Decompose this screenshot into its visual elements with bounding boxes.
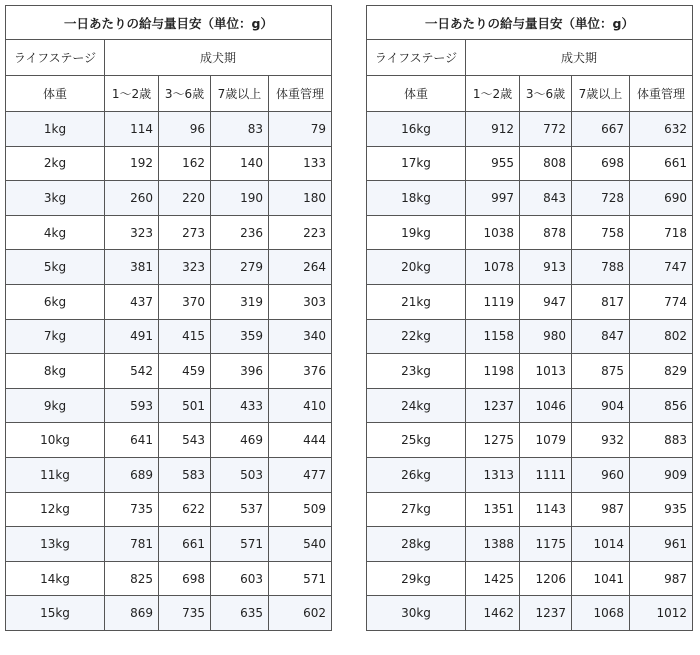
header-weight: 体重	[6, 76, 105, 112]
amount-cell: 856	[630, 388, 693, 423]
header-age-7-plus: 7歳以上	[572, 76, 630, 112]
table-row	[6, 112, 332, 147]
amount-cell: 878	[520, 215, 572, 250]
life-stage-label: ライフステージ	[367, 40, 466, 76]
amount-cell: 381	[105, 250, 159, 285]
amount-cell: 501	[159, 388, 211, 423]
amount-cell: 603	[211, 561, 269, 596]
amount-cell: 459	[159, 354, 211, 389]
amount-cell: 1158	[466, 319, 520, 354]
amount-cell: 376	[269, 354, 332, 389]
amount-cell: 735	[159, 596, 211, 631]
amount-cell: 264	[269, 250, 332, 285]
amount-cell: 1012	[630, 596, 693, 631]
amount-cell: 433	[211, 388, 269, 423]
amount-cell: 1119	[466, 284, 520, 319]
amount-cell: 1425	[466, 561, 520, 596]
amount-cell: 935	[630, 492, 693, 527]
header-age-1-2: 1～2歳	[105, 76, 159, 112]
table-row	[367, 561, 693, 596]
table-row	[6, 492, 332, 527]
amount-cell: 571	[269, 561, 332, 596]
amount-cell: 1143	[520, 492, 572, 527]
amount-cell: 869	[105, 596, 159, 631]
amount-cell: 236	[211, 215, 269, 250]
amount-cell: 260	[105, 181, 159, 216]
amount-cell: 1041	[572, 561, 630, 596]
amount-cell: 1275	[466, 423, 520, 458]
amount-cell: 802	[630, 319, 693, 354]
table-row	[6, 284, 332, 319]
amount-cell: 947	[520, 284, 572, 319]
amount-cell: 622	[159, 492, 211, 527]
header-age-7-plus: 7歳以上	[211, 76, 269, 112]
weight-cell: 6kg	[6, 284, 105, 319]
amount-cell: 955	[466, 146, 520, 181]
amount-cell: 883	[630, 423, 693, 458]
amount-cell: 932	[572, 423, 630, 458]
amount-cell: 273	[159, 215, 211, 250]
table-row	[6, 250, 332, 285]
amount-cell: 437	[105, 284, 159, 319]
amount-cell: 571	[211, 527, 269, 562]
amount-cell: 1313	[466, 457, 520, 492]
amount-cell: 718	[630, 215, 693, 250]
amount-cell: 503	[211, 457, 269, 492]
table-row	[367, 284, 693, 319]
amount-cell: 1046	[520, 388, 572, 423]
amount-cell: 319	[211, 284, 269, 319]
weight-cell: 5kg	[6, 250, 105, 285]
amount-cell: 140	[211, 146, 269, 181]
amount-cell: 635	[211, 596, 269, 631]
amount-cell: 1014	[572, 527, 630, 562]
weight-cell: 7kg	[6, 319, 105, 354]
table-row	[6, 146, 332, 181]
period-label: 成犬期	[105, 40, 332, 76]
amount-cell: 781	[105, 527, 159, 562]
weight-cell: 26kg	[367, 457, 466, 492]
amount-cell: 1013	[520, 354, 572, 389]
weight-cell: 14kg	[6, 561, 105, 596]
amount-cell: 223	[269, 215, 332, 250]
amount-cell: 323	[105, 215, 159, 250]
amount-cell: 960	[572, 457, 630, 492]
amount-cell: 537	[211, 492, 269, 527]
header-age-1-2: 1～2歳	[466, 76, 520, 112]
amount-cell: 396	[211, 354, 269, 389]
weight-cell: 21kg	[367, 284, 466, 319]
feeding-table-left	[5, 5, 332, 631]
amount-cell: 1038	[466, 215, 520, 250]
header-age-3-6: 3～6歳	[520, 76, 572, 112]
weight-cell: 1kg	[6, 112, 105, 147]
amount-cell: 540	[269, 527, 332, 562]
header-weight-control: 体重管理	[630, 76, 693, 112]
header-weight-control: 体重管理	[269, 76, 332, 112]
amount-cell: 1237	[520, 596, 572, 631]
table-title: 一日あたりの給与量目安（単位：g）	[367, 6, 693, 40]
amount-cell: 1237	[466, 388, 520, 423]
table-row	[367, 596, 693, 631]
amount-cell: 444	[269, 423, 332, 458]
amount-cell: 698	[572, 146, 630, 181]
weight-cell: 15kg	[6, 596, 105, 631]
table-row	[367, 146, 693, 181]
amount-cell: 667	[572, 112, 630, 147]
amount-cell: 788	[572, 250, 630, 285]
weight-cell: 29kg	[367, 561, 466, 596]
amount-cell: 912	[466, 112, 520, 147]
weight-cell: 8kg	[6, 354, 105, 389]
table-row	[6, 596, 332, 631]
amount-cell: 772	[520, 112, 572, 147]
table-title: 一日あたりの給与量目安（単位：g）	[6, 6, 332, 40]
life-stage-label: ライフステージ	[6, 40, 105, 76]
amount-cell: 1462	[466, 596, 520, 631]
table-row	[367, 423, 693, 458]
table-row	[6, 215, 332, 250]
feeding-table-right	[366, 5, 693, 631]
weight-cell: 10kg	[6, 423, 105, 458]
weight-cell: 11kg	[6, 457, 105, 492]
amount-cell: 477	[269, 457, 332, 492]
weight-cell: 9kg	[6, 388, 105, 423]
amount-cell: 825	[105, 561, 159, 596]
amount-cell: 829	[630, 354, 693, 389]
table-row	[6, 457, 332, 492]
amount-cell: 359	[211, 319, 269, 354]
weight-cell: 16kg	[367, 112, 466, 147]
table-row	[6, 527, 332, 562]
header-age-3-6: 3～6歳	[159, 76, 211, 112]
amount-cell: 1111	[520, 457, 572, 492]
amount-cell: 817	[572, 284, 630, 319]
amount-cell: 593	[105, 388, 159, 423]
weight-cell: 28kg	[367, 527, 466, 562]
table-row	[6, 423, 332, 458]
amount-cell: 303	[269, 284, 332, 319]
period-label: 成犬期	[466, 40, 693, 76]
amount-cell: 583	[159, 457, 211, 492]
amount-cell: 847	[572, 319, 630, 354]
amount-cell: 961	[630, 527, 693, 562]
amount-cell: 340	[269, 319, 332, 354]
amount-cell: 1079	[520, 423, 572, 458]
table-row	[367, 388, 693, 423]
amount-cell: 1198	[466, 354, 520, 389]
weight-cell: 18kg	[367, 181, 466, 216]
table-row	[6, 354, 332, 389]
weight-cell: 3kg	[6, 181, 105, 216]
weight-cell: 2kg	[6, 146, 105, 181]
amount-cell: 83	[211, 112, 269, 147]
amount-cell: 632	[630, 112, 693, 147]
amount-cell: 323	[159, 250, 211, 285]
table-row	[367, 181, 693, 216]
amount-cell: 542	[105, 354, 159, 389]
amount-cell: 415	[159, 319, 211, 354]
amount-cell: 747	[630, 250, 693, 285]
amount-cell: 410	[269, 388, 332, 423]
table-row	[367, 527, 693, 562]
table-row	[6, 561, 332, 596]
weight-cell: 17kg	[367, 146, 466, 181]
amount-cell: 96	[159, 112, 211, 147]
weight-cell: 22kg	[367, 319, 466, 354]
amount-cell: 602	[269, 596, 332, 631]
amount-cell: 735	[105, 492, 159, 527]
weight-cell: 4kg	[6, 215, 105, 250]
amount-cell: 114	[105, 112, 159, 147]
amount-cell: 1351	[466, 492, 520, 527]
amount-cell: 987	[572, 492, 630, 527]
amount-cell: 469	[211, 423, 269, 458]
amount-cell: 904	[572, 388, 630, 423]
amount-cell: 192	[105, 146, 159, 181]
table-row	[367, 319, 693, 354]
amount-cell: 843	[520, 181, 572, 216]
table-row	[367, 215, 693, 250]
amount-cell: 728	[572, 181, 630, 216]
amount-cell: 220	[159, 181, 211, 216]
table-row	[367, 112, 693, 147]
weight-cell: 13kg	[6, 527, 105, 562]
amount-cell: 1078	[466, 250, 520, 285]
amount-cell: 1175	[520, 527, 572, 562]
weight-cell: 19kg	[367, 215, 466, 250]
weight-cell: 30kg	[367, 596, 466, 631]
amount-cell: 370	[159, 284, 211, 319]
weight-cell: 12kg	[6, 492, 105, 527]
amount-cell: 1388	[466, 527, 520, 562]
weight-cell: 24kg	[367, 388, 466, 423]
table-row	[6, 319, 332, 354]
amount-cell: 509	[269, 492, 332, 527]
weight-cell: 20kg	[367, 250, 466, 285]
amount-cell: 661	[630, 146, 693, 181]
amount-cell: 190	[211, 181, 269, 216]
header-weight: 体重	[367, 76, 466, 112]
amount-cell: 913	[520, 250, 572, 285]
weight-cell: 23kg	[367, 354, 466, 389]
amount-cell: 774	[630, 284, 693, 319]
amount-cell: 987	[630, 561, 693, 596]
amount-cell: 997	[466, 181, 520, 216]
amount-cell: 279	[211, 250, 269, 285]
amount-cell: 543	[159, 423, 211, 458]
amount-cell: 1068	[572, 596, 630, 631]
amount-cell: 980	[520, 319, 572, 354]
amount-cell: 79	[269, 112, 332, 147]
table-row	[367, 457, 693, 492]
table-row	[367, 250, 693, 285]
amount-cell: 909	[630, 457, 693, 492]
table-row	[6, 388, 332, 423]
amount-cell: 1206	[520, 561, 572, 596]
amount-cell: 133	[269, 146, 332, 181]
amount-cell: 641	[105, 423, 159, 458]
amount-cell: 162	[159, 146, 211, 181]
amount-cell: 698	[159, 561, 211, 596]
amount-cell: 690	[630, 181, 693, 216]
amount-cell: 808	[520, 146, 572, 181]
table-row	[367, 354, 693, 389]
weight-cell: 25kg	[367, 423, 466, 458]
table-row	[367, 492, 693, 527]
amount-cell: 180	[269, 181, 332, 216]
amount-cell: 491	[105, 319, 159, 354]
weight-cell: 27kg	[367, 492, 466, 527]
table-row	[6, 181, 332, 216]
amount-cell: 689	[105, 457, 159, 492]
amount-cell: 875	[572, 354, 630, 389]
amount-cell: 758	[572, 215, 630, 250]
amount-cell: 661	[159, 527, 211, 562]
